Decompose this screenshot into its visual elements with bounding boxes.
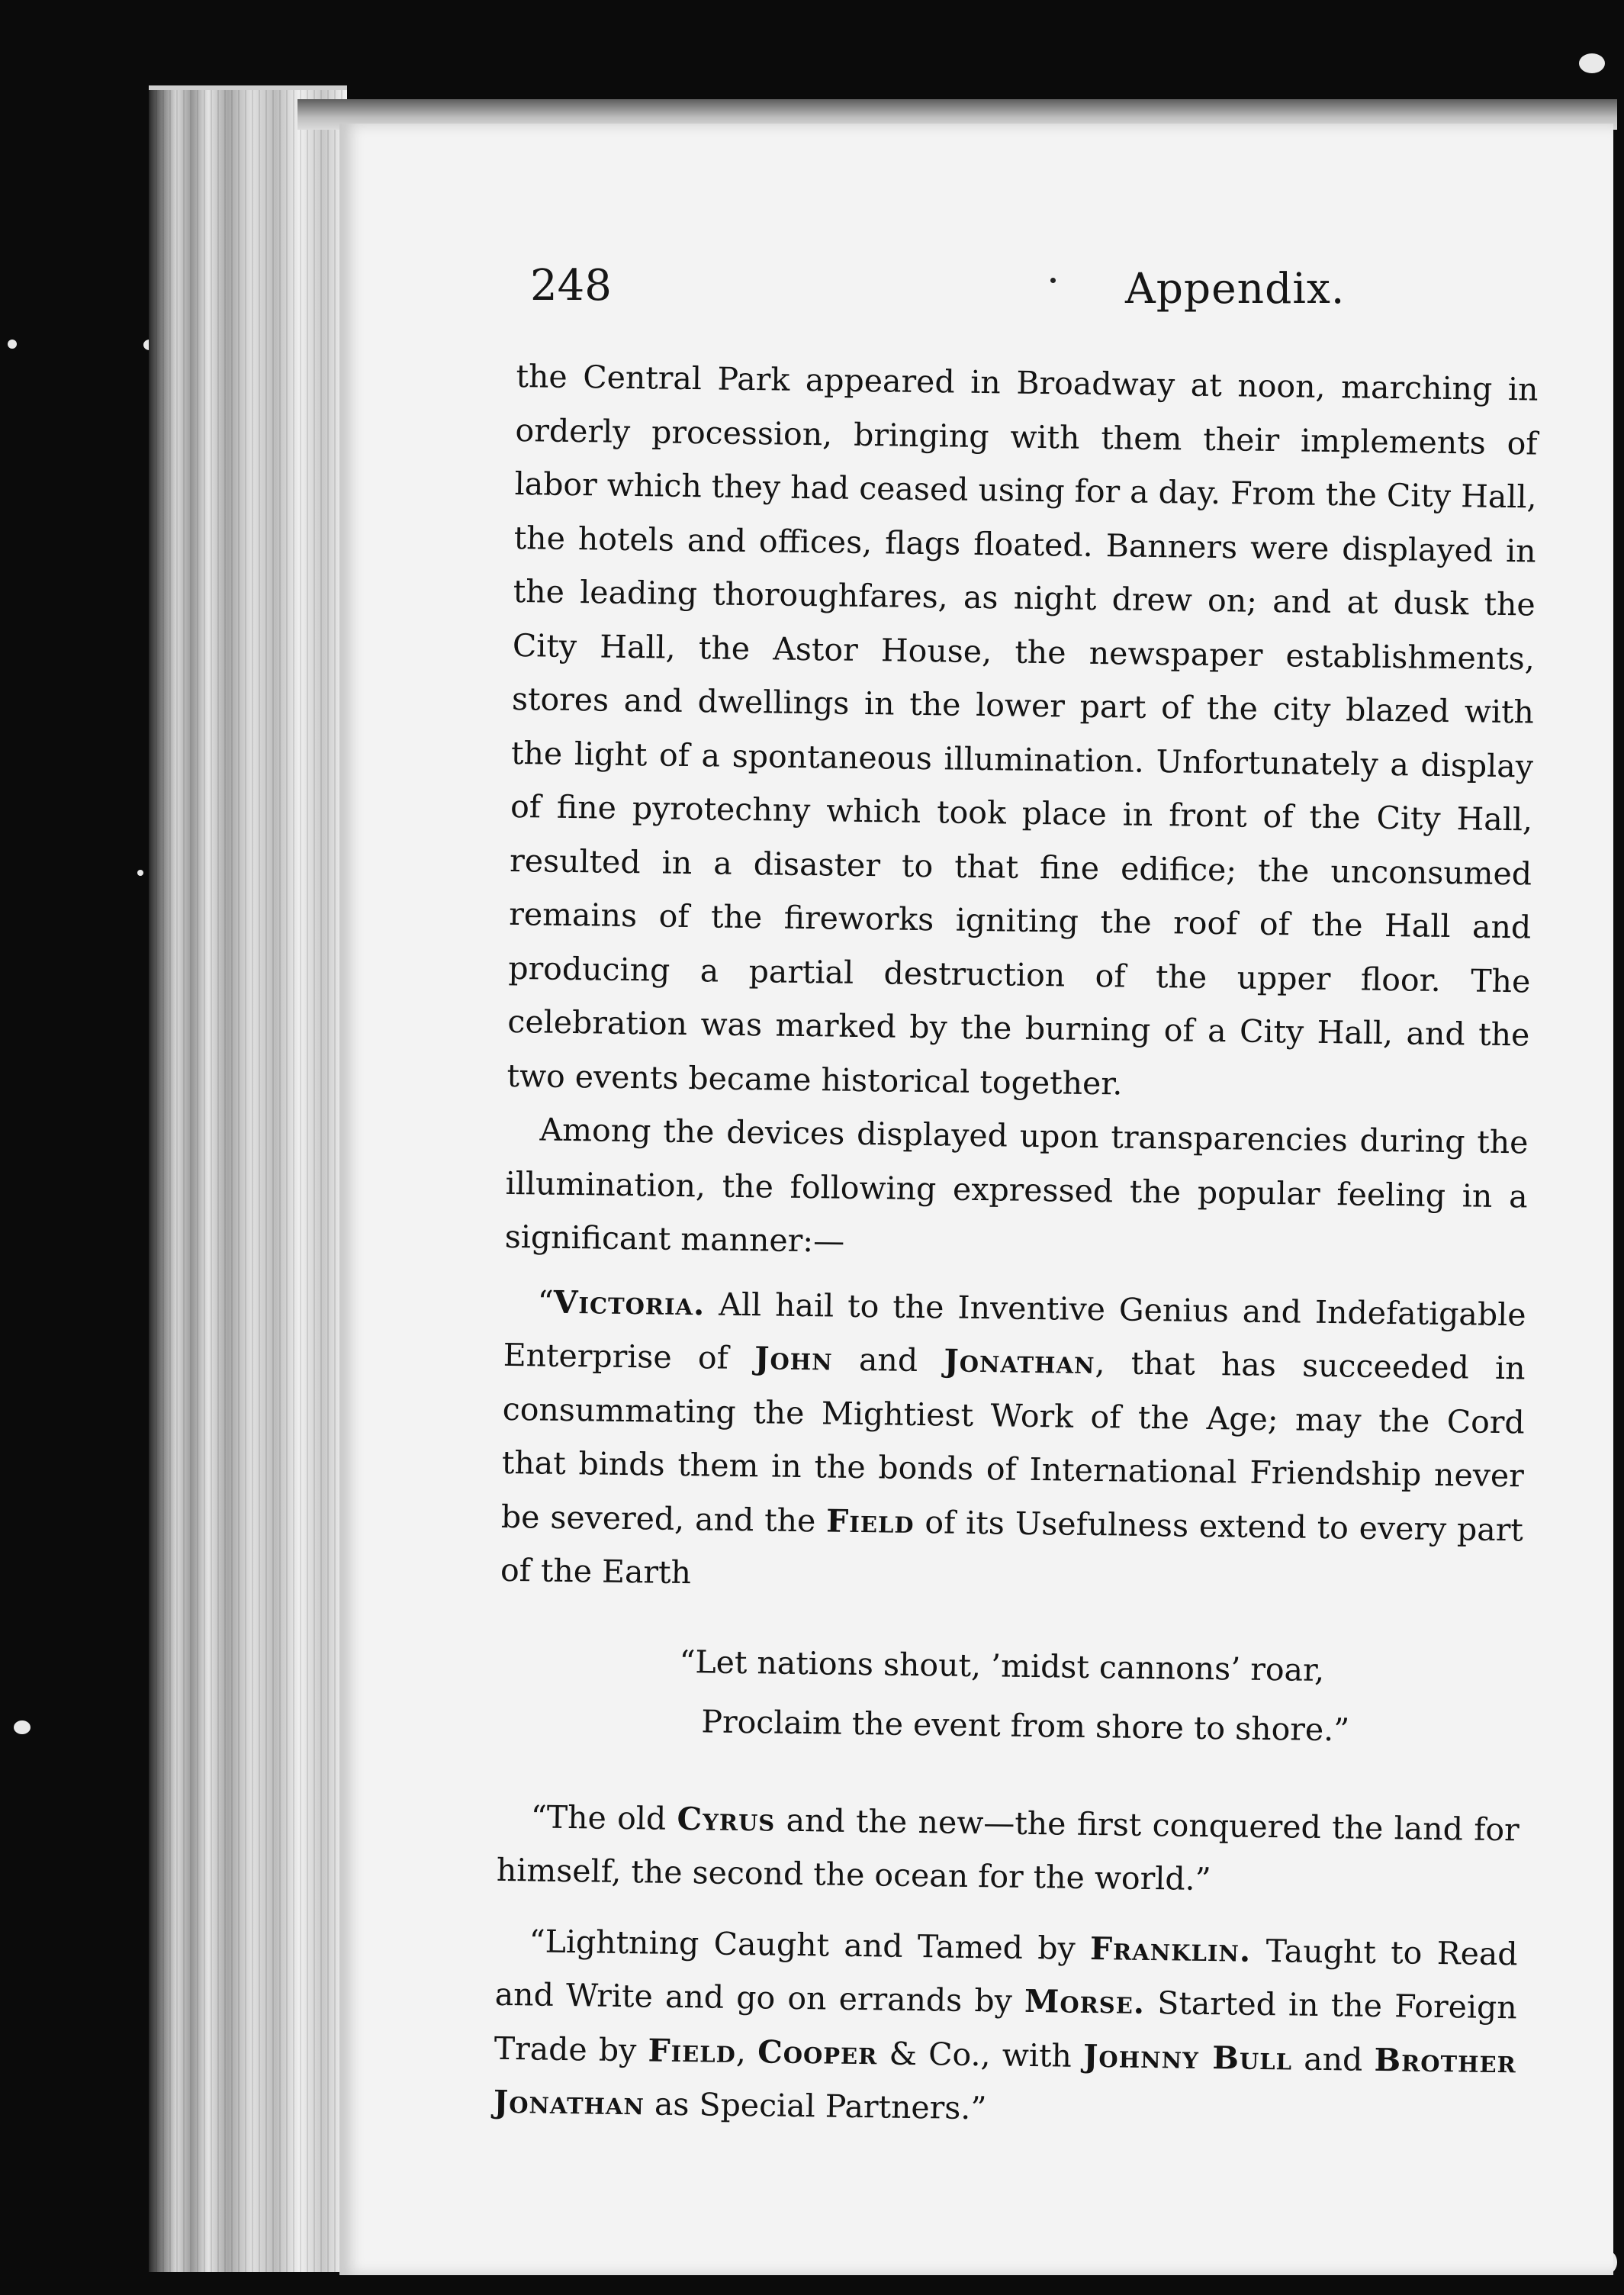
franklin-text-2: Taught to Read and Write and go on errands by: [494, 1932, 1518, 2020]
page-edges: [149, 85, 347, 2272]
background-speck: [137, 870, 143, 876]
franklin-text-3: Started in the Foreign Trade by: [494, 1984, 1517, 2068]
cyrus-text-1: “The old: [530, 1798, 677, 1837]
cooper-name: Cooper: [757, 2033, 878, 2071]
open-quote: “: [537, 1283, 554, 1321]
victoria-text-2: and: [832, 1341, 944, 1379]
franklin-text-6: and: [1291, 2040, 1375, 2078]
franklin-text-4: ,: [735, 2033, 758, 2070]
running-head: Appendix.: [1125, 264, 1346, 313]
franklin-text-7: as Special Partners.”: [644, 2085, 987, 2127]
johnny-bull-name: Johnny Bull: [1082, 2037, 1293, 2078]
franklin-text-1: “Lightning Caught and Tamed by: [529, 1922, 1091, 1967]
verse-line-2: Proclaim the event from shore to shore.”: [701, 1702, 1350, 1748]
page-number: 248: [530, 261, 612, 311]
franklin-name: Franklin.: [1089, 1930, 1252, 1969]
page-header: [530, 261, 1499, 330]
franklin-text-5: & Co., with: [876, 2034, 1084, 2075]
verse: [678, 1631, 1522, 1761]
quote-victoria: [500, 1274, 1526, 1611]
quote-franklin: [493, 1914, 1518, 2142]
background-speck: [8, 340, 17, 349]
background-speck: [1579, 53, 1605, 73]
header-dot: [1050, 278, 1056, 283]
paragraph-central-park: the Central Park appeared in Broadway at noon, marching in orderly procession, bringing with them their implements of labor which they had ceased using for a day. From the City Hall, the hotels and offices, flags floated. Banners were displayed in the leading thoroughfares, as night drew on; and at dusk the City Hall, the Astor House, the newspaper establishments, stores and dwellings in the lower part of the city blazed with the light of a spontaneous illumination. Unfortunately a display of fine pyrotechny which took place in front of the City Hall, resulted in a disaster to that fine edifice; the unconsumed remains of the fireworks igniting the roof of the Hall and producing a partial destruction of the upper floor. The celebration was marked by the burning of a City Hall, and the two events became historical together.: [506, 357, 1539, 1102]
cyrus-text-2: and the new—the first conquered the land for himself, the second the ocean for the world.”: [496, 1801, 1520, 1898]
morse-name: Morse.: [1024, 1982, 1146, 2021]
victoria-label: Victoria.: [553, 1283, 706, 1322]
verse-line-1: “Let nations shout, ’midst cannons’ roar,: [679, 1643, 1325, 1688]
john-name: John: [754, 1340, 834, 1378]
body-text: [493, 349, 1538, 2142]
paragraph-devices: Among the devices displayed upon transparencies during the illumination, the following expressed the popular feeling in a significant manner:—: [504, 1111, 1529, 1260]
victoria-text-3: , that has succeeded in consummating the Mightiest Work of the Age; may the Cord that binds them in the bonds of International Friendship never be severed, and the: [500, 1344, 1526, 1539]
brother-jonathan-name: Brother Jonathan: [493, 2041, 1517, 2123]
quote-cyrus: [496, 1789, 1519, 1910]
jonathan-name: Jonathan: [944, 1342, 1095, 1382]
background-speck: [14, 1720, 31, 1734]
victoria-text-1: All hail to the Inventive Genius and Indefatigable Enterprise of: [503, 1285, 1526, 1377]
victoria-text-4: of its Usefulness extend to every part of the Earth: [500, 1503, 1524, 1592]
field-name: Field: [648, 2031, 737, 2070]
field-name: Field: [825, 1502, 915, 1540]
cyrus-name: Cyrus: [677, 1800, 776, 1839]
